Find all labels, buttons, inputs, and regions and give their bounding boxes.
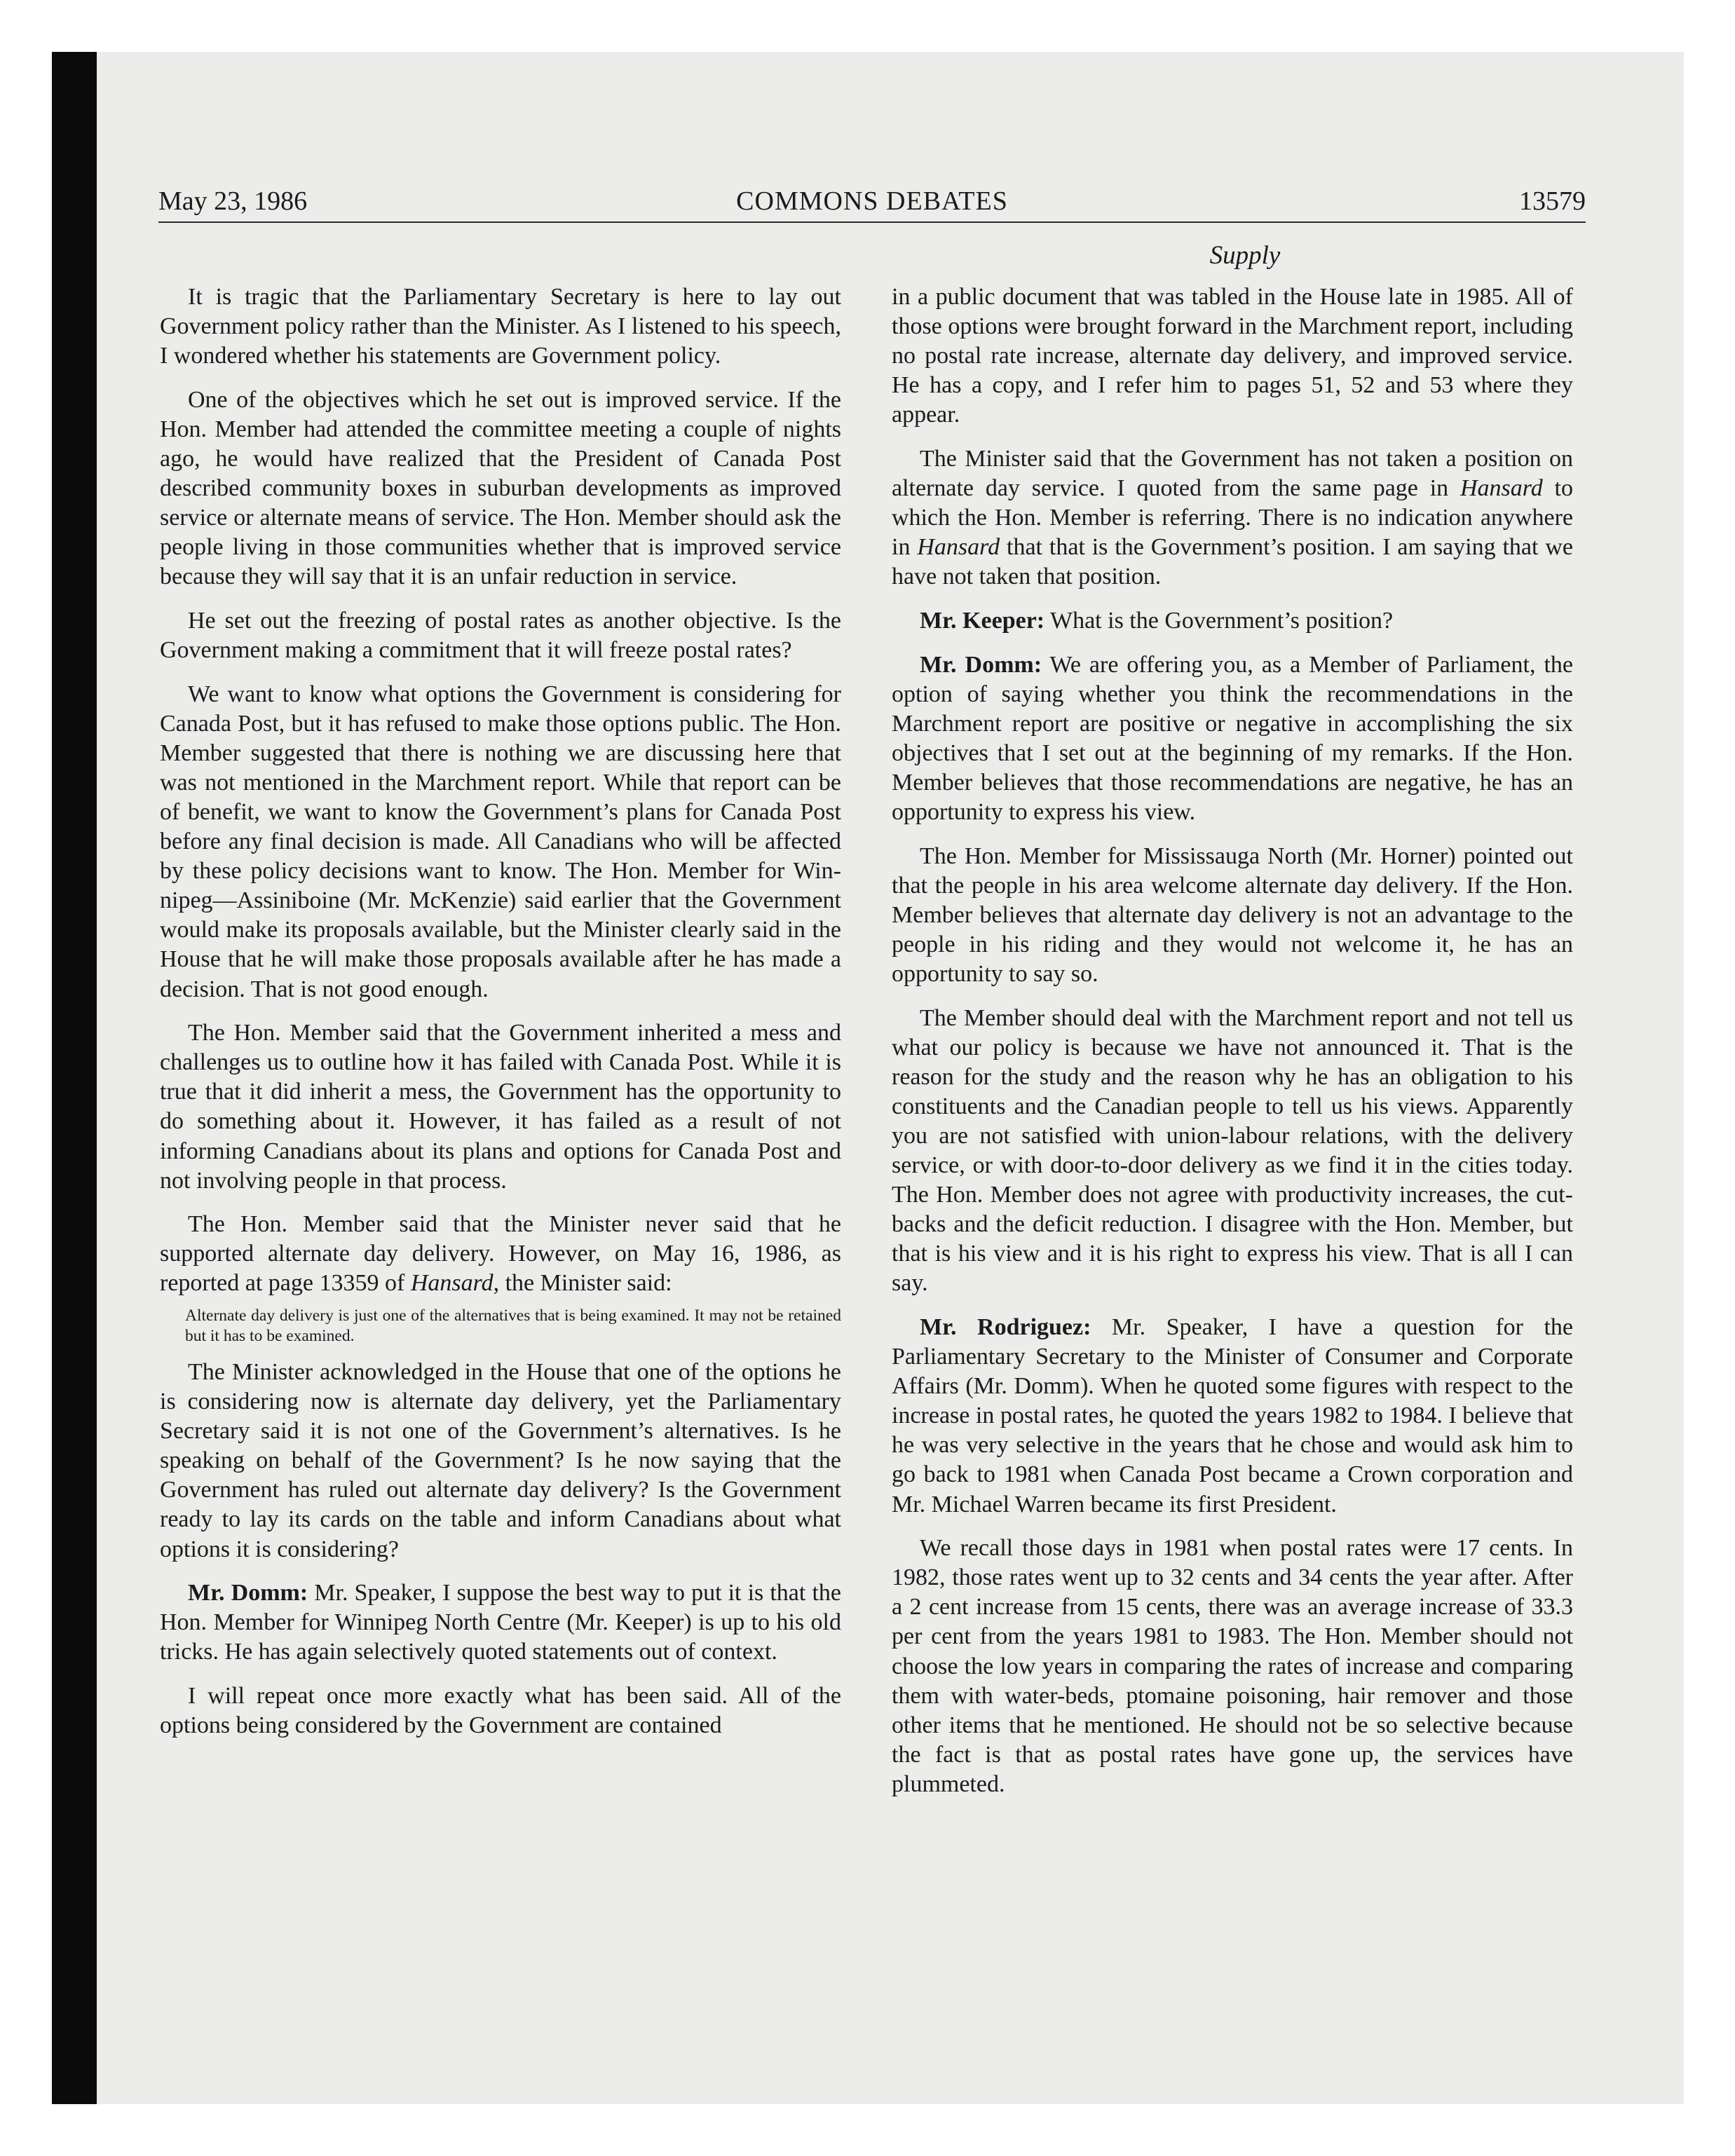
speech-paragraph [892, 1313, 1573, 1520]
publication-title: Hansard [1460, 475, 1543, 502]
speech-text: What is the Government’s position? [1045, 607, 1394, 634]
text-run: to which the Hon. Member is referring. There is no indication anywhere in [892, 475, 1573, 561]
header-page-number: 13579 [1519, 186, 1586, 216]
block-quote: Alternate day delivery is just one of the alternatives that is being examined. It may not be retained but it has to be examined. [185, 1306, 841, 1345]
right-column [892, 282, 1573, 1814]
paragraph [160, 1210, 841, 1298]
paragraph: The Hon. Member for Mississauga North (Mr. Horner) pointed out that the people in his area welcome alternate day delivery. If the Hon. Member believes that alternate day delivery is not an advantage to the people in his riding and they would not welcome it, he has an opportunity to say so. [892, 842, 1573, 987]
speaker-name: Mr. Domm: [188, 1580, 308, 1606]
page-header [158, 184, 1586, 219]
speech-text: We are offering you, as a Member of Parliament, the option of saying whether you think the recommendations in the Marchment report are positive or negative in accomplishing the six objectives that I set out at the beginning of my remarks. If the Hon. Member believes that those recommendations are negative, he has an opportunity to express his view. [892, 651, 1573, 825]
paragraph: We recall those days in 1981 when postal rates were 17 cents. In 1982, those rates went up to 32 cents and 34 cents the year after. After a 2 cent increase from 15 cents, there was an average increase of 33.3 per cent from the years 1981 to 1983. The Hon. Member should not choose the low years in comparing the rates of increase and comparing them with water-beds, ptomaine poisoning, hair remover and those other items that he mentioned. He should not be so selective because the fact is that as postal rates have gone up, the services have plummeted. [892, 1535, 1573, 1797]
speaker-name: Mr. Rodriguez: [920, 1314, 1091, 1340]
header-date: May 23, 1986 [158, 186, 308, 216]
paragraph [892, 444, 1573, 592]
scan-binding-edge [52, 52, 97, 2104]
text-run: The Minister said that the Government has not taken a position on alternate day service. I quoted from the same page in [892, 445, 1573, 502]
speaker-name: Mr. Keeper: [920, 607, 1045, 634]
left-column [160, 282, 841, 1755]
paragraph: in a public document that was tabled in the House late in 1985. All of those options were brought forward in the Marchment report, including no postal rate increase, alternate day delivery, and improved service. He has a copy, and I refer him to pages 51, 52 and 53 where they appear. [892, 284, 1573, 428]
header-rule [158, 221, 1586, 223]
paragraph: The Member should deal with the Marchment report and not tell us what our policy is because we have not announced it. That is the reason for the study and the reason why he has an obligation to his constituents and the Canadian people to tell us his views. Apparently you are not satisfied with union-labour relations, with the delivery service, or with door-to-door delivery as we find it in the cities today. The Hon. Member does not agree with productivity increases, the cut-backs and the deficit reduction. I disagree with the Hon. Member, but that is his view and it is his right to express his view. That is all I can say. [892, 1004, 1573, 1297]
speech-paragraph [160, 1578, 841, 1667]
text-run: The Hon. Member said that the Minister never said that he supported alternate day delivery. However, on May 16, 1986, as reported at page 13359 of [160, 1211, 841, 1297]
paragraph: The Hon. Member said that the Government inherited a mess and challenges us to outline how it has failed with Canada Post. While it is true that it did inherit a mess, the Government has the opportunity to do something about it. However, it has failed as a result of not informing Canadians about its plans and options for Canada Post and not involving people in that process. [160, 1020, 841, 1194]
paragraph: We want to know what options the Government is considering for Canada Post, but it has refused to make those options public. The Hon. Member suggested that there is nothing we are discussing here that was not mentioned in the Marchment report. While that report can be of benefit, we want to know the Government’s plans for Canada Post before any final decision is made. All Canadians who will be affected by these policy decisions want to know. The Hon. Member for Winnipeg—Assiniboine (Mr. McKenzie) said earlier that the Government would make its proposals available, but the Minister clearly said in the House that he will make those proposals available after he has made a decision. That is not good enough. [160, 681, 841, 1002]
speech-text: Mr. Speaker, I suppose the best way to put it is that the Hon. Member for Winnipeg North Centre (Mr. Keeper) is up to his old tricks. He has again selectively quoted statements out of context. [160, 1580, 841, 1665]
publication-title: Hansard [917, 534, 1000, 561]
speech-paragraph [892, 650, 1573, 828]
text-run: that that is the Government’s position. I am saying that we have not taken that position. [892, 534, 1573, 590]
paragraph: He set out the freezing of postal rates as another objective. Is the Government making a commitment that it will freeze postal rates? [160, 607, 841, 664]
speech-paragraph [892, 606, 1573, 636]
section-heading: Supply [1209, 241, 1281, 270]
header-title: COMMONS DEBATES [736, 186, 1008, 216]
paragraph: I will repeat once more exactly what has been said. All of the options being considered by the Government are contained [160, 1682, 841, 1739]
paragraph: The Minister acknowledged in the House that one of the options he is considering now is alternate day delivery, yet the Parliamentary Secretary said it is not one of the Government’s alternatives. Is he speaking on behalf of the Government? Is he now saying that the Government has ruled out alternate day delivery? Is the Government ready to lay its cards on the table and inform Canadians about what options it is considering? [160, 1359, 841, 1562]
publication-title: Hansard [410, 1270, 494, 1297]
paragraph: It is tragic that the Parliamentary Secretary is here to lay out Government policy rather than the Minister. As I listened to his speech, I wondered whether his statements are Government policy. [160, 284, 841, 369]
speaker-name: Mr. Domm: [920, 651, 1042, 678]
text-run: , the Minister said: [493, 1270, 672, 1297]
paragraph: One of the objectives which he set out is improved service. If the Hon. Member had attended the committee meeting a couple of nights ago, he would have realized that the President of Canada Post described community boxes in suburban developments as improved service or alternate means of service. The Hon. Member should ask the people living in those communities whether that is improved service because they will say that it is an unfair reduction in service. [160, 386, 841, 590]
speech-text: Mr. Speaker, I have a question for the Parliamentary Secretary to the Minister of Consumer and Corporate Affairs (Mr. Domm). When he quoted some figures with respect to the increase in postal rates, he quoted the years 1982 to 1984. I believe that he was very selective in the years that he chose and would ask him to go back to 1981 when Canada Post became a Crown corporation and Mr. Michael Warren became its first President. [892, 1314, 1574, 1517]
